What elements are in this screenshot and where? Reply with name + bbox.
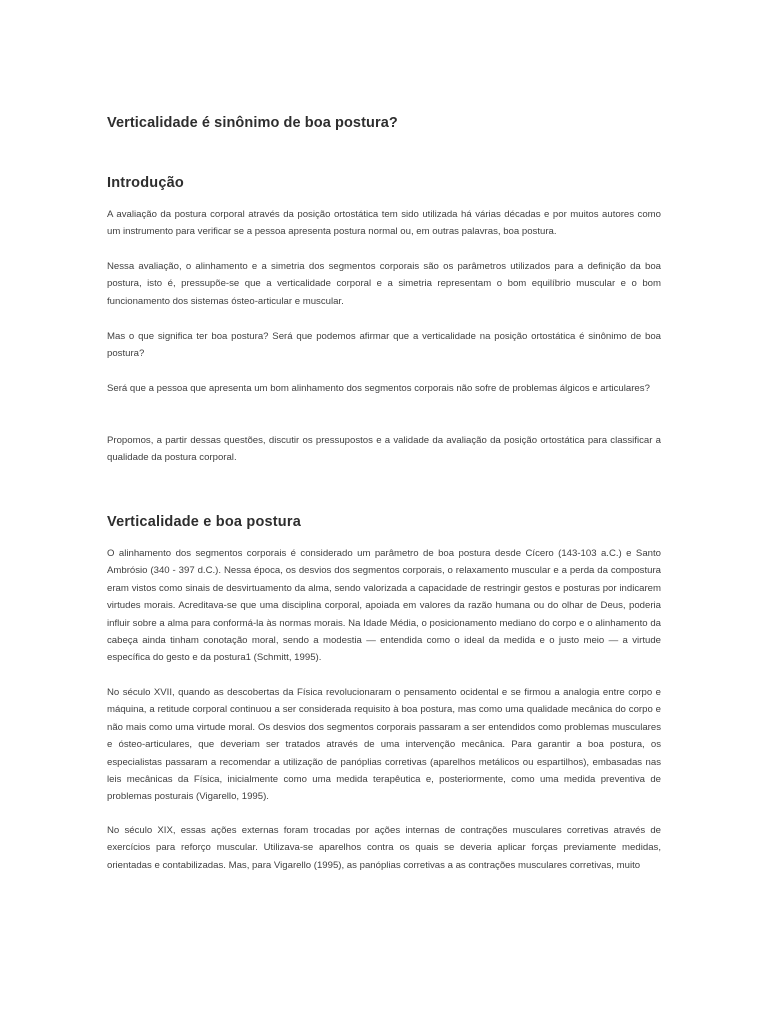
paragraph: Mas o que significa ter boa postura? Será que podemos afirmar que a verticalidade na posição ortostática é sinônimo de boa postura? (107, 331, 661, 360)
paragraph: Propomos, a partir dessas questões, discutir os pressupostos e a validade da avaliação da posição ortostática para classificar a qualidade da postura corporal. (107, 435, 661, 464)
paragraph: No século XIX, essas ações externas foram trocadas por ações internas de contrações musculares corretivas através de exercícios para reforço muscular. Utilizava-se aparelhos contra os quais se deveria aplicar forças previamente medidas, orientadas e contabilizadas. Mas, para Vigarello (1995), as panóplias corretivas a as contrações musculares corretivas, muito (107, 825, 661, 871)
paragraph: O alinhamento dos segmentos corporais é considerado um parâmetro de boa postura desde Cícero (143-103 a.C.) e Santo Ambrósio (340 - 397 d.C.). Nessa época, os desvios dos segmentos corporais, o relaxamento muscular e a perda da compostura eram vistos como sinais de desvirtuamento da alma, sendo valorizada a capacidade de restringir gestos e posturas por indicarem virtudes morais. Acreditava-se que uma disciplina corporal, apoiada em valores da razão humana ou do olhar de Deus, poderia influir sobre a alma para conformá-la às normas morais. Na Idade Média, o posicionamento mediano do corpo e o alinhamento da cabeça ainda tinham conotação moral, sendo a modestia — entendida como o ideal da medida e o justo meio — a virtude específica do gesto e da postura1 (Schmitt, 1995). (107, 548, 661, 664)
paragraph: No século XVII, quando as descobertas da Física revolucionaram o pensamento ocidental e se firmou a analogia entre corpo e máquina, a retitude corporal continuou a ser considerada requisito à boa postura, mas como uma qualidade mecânica do corpo e não mais como uma virtude moral. Os desvios dos segmentos corporais passaram a ser entendidos como problemas musculares e ósteo-articulares, que deveriam ser tratados através de uma intervenção mecânica. Para garantir a boa postura, os especialistas passaram a recomendar a utilização de panóplias corretivas (aparelhos metálicos ou espartilhos), embasadas nas leis mecânicas da Física, inicialmente como uma medida terapêutica e, posteriormente, como uma medida preventiva de problemas posturais (Vigarello, 1995). (107, 687, 661, 803)
section-heading-verticalidade: Verticalidade e boa postura (107, 514, 301, 530)
document-title: Verticalidade é sinônimo de boa postura? (107, 115, 398, 131)
paragraph: A avaliação da postura corporal através da posição ortostática tem sido utilizada há várias décadas e por muitos autores como um instrumento para verificar se a pessoa apresenta postura normal ou, em outras palavras, boa postura. (107, 209, 661, 238)
paragraph: Nessa avaliação, o alinhamento e a simetria dos segmentos corporais são os parâmetros utilizados para a definição da boa postura, isto é, pressupõe-se que a verticalidade corporal e a simetria representam o bom equilíbrio muscular e o bom funcionamento dos sistemas ósteo-articular e muscular. (107, 261, 661, 307)
paragraph: Será que a pessoa que apresenta um bom alinhamento dos segmentos corporais não sofre de problemas álgicos e articulares? (107, 383, 650, 394)
section-heading-introducao: Introdução (107, 175, 184, 191)
